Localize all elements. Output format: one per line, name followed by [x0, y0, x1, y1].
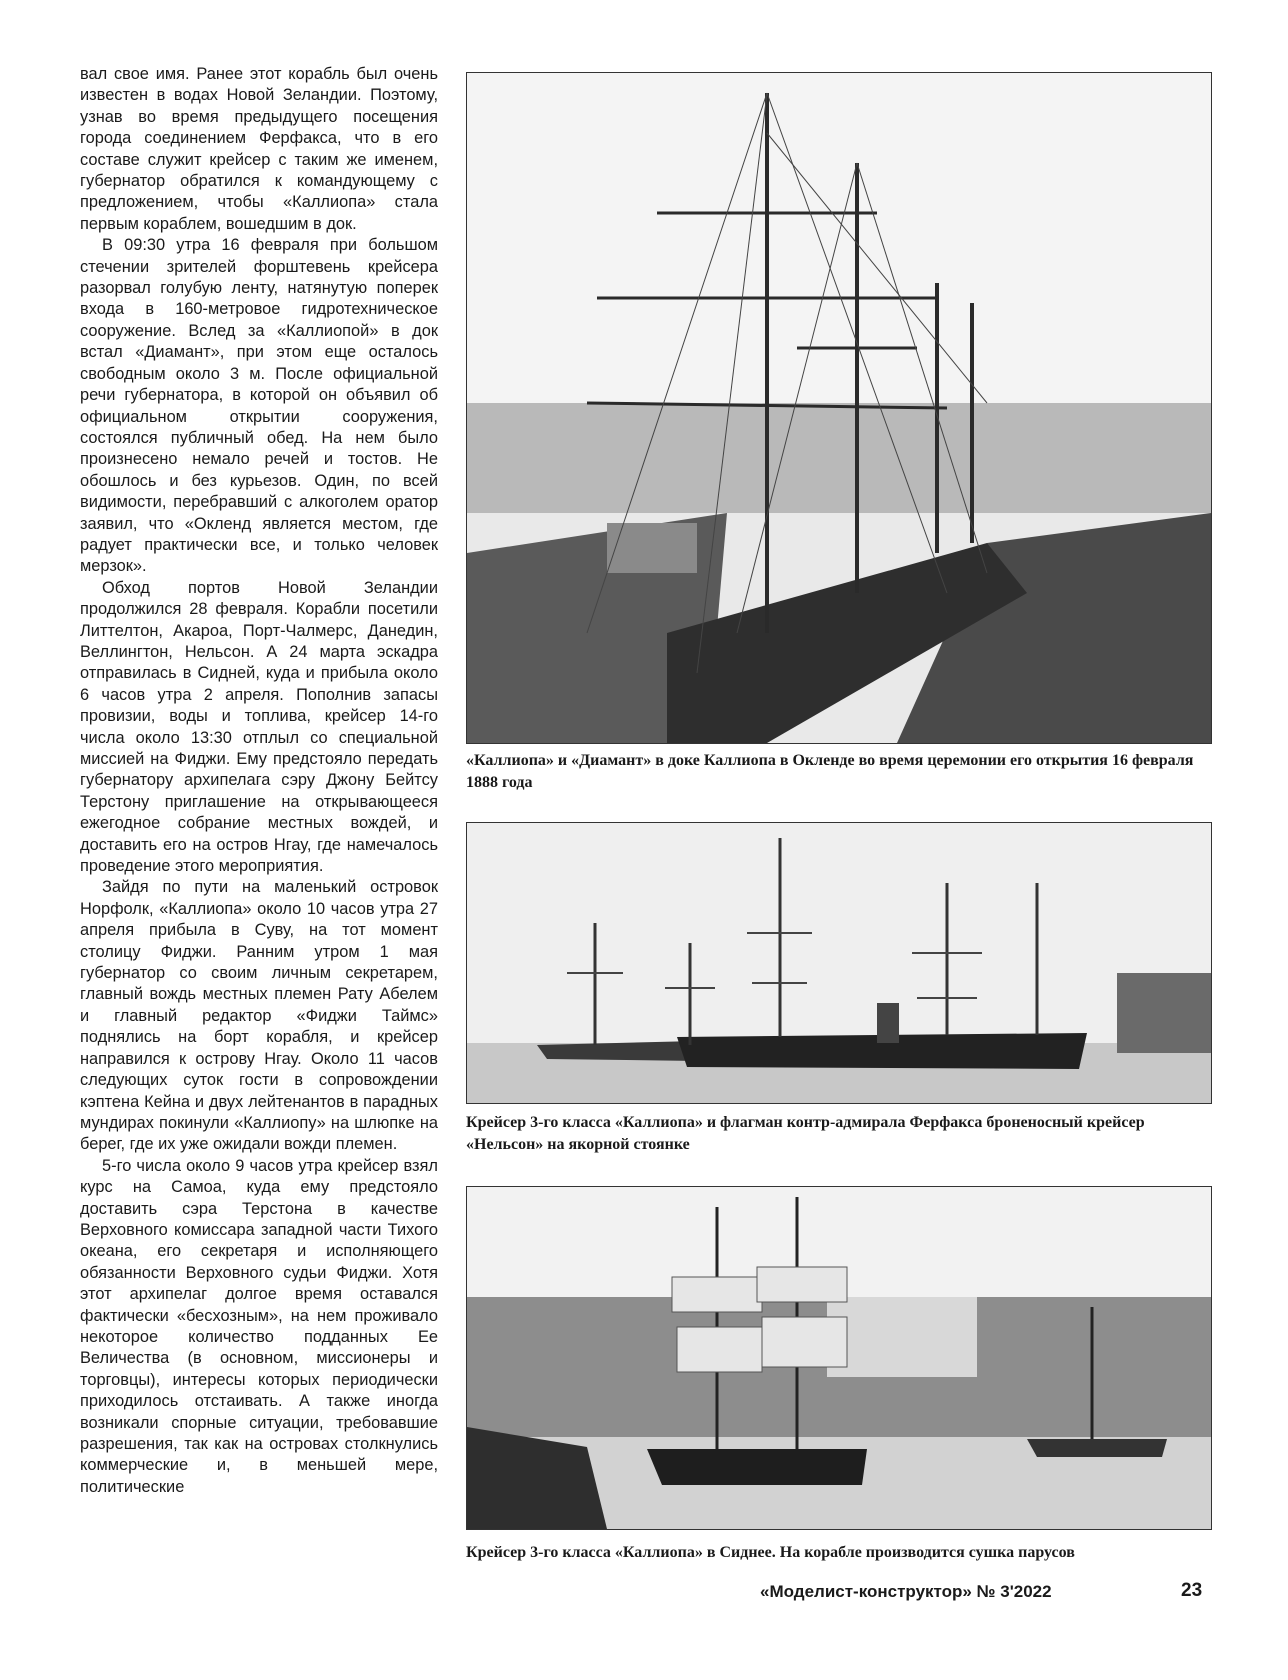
photo-ship-sydney	[466, 1186, 1212, 1530]
article-paragraph: вал свое имя. Ранее этот корабль был очень известен в водах Новой Зеландии. Поэтому, узнав во время предыдущего посещения города соединением Ферфакса, что в его составе служит крейсер с таким же именем, губернатор обратился к командующему с предложением, чтобы «Каллиопа» стала первым кораблем, вошедшим в док.	[80, 65, 438, 233]
page-number: 23	[1181, 1580, 1203, 1601]
article-paragraph: В 09:30 утра 16 февраля при большом стечении зрителей форштевень крейсера разорвал голубую ленту, натянутую поперек входа в 160-метровое гидротехническое сооружение. Вслед за «Каллиопой» в док встал «Диамант», при этом еще осталось свободным около 3 м. После официальной речи губернатора, в которой он объявил об официальном открытии сооружения, состоялся публичный обед. На нем было произнесено немало речей и тостов. Не обошлось и без курьезов. Один, по всей видимости, перебравший с алкоголем оратор заявил, что «Окленд является местом, где радует практически все, и только человек мерзок».	[80, 236, 438, 576]
article-paragraph: Зайдя по пути на маленький островок Норфолк, «Каллиопа» около 10 часов утра 27 апреля прибыла в Суву, на тот момент столицу Фиджи. Ранним утром 1 мая губернатор со своим личным секретарем, главный вождь местных племен Рату Абелем и главный редактор «Фиджи Таймс» поднялись на борт корабля, и крейсер направился к острову Нгау. Около 11 часов следующих суток гости в сопровождении кэптена Кейна и двух лейтенантов в парадных мундирах покинули «Каллиопу» на шлюпке на берег, где их уже ожидали вожди племен.	[80, 878, 438, 1154]
article-paragraph: 5-го числа около 9 часов утра крейсер взял курс на Самоа, куда ему предстояло доставить сэра Терстона в качестве Верховного комиссара западной части Тихого океана, его секретаря и исполняющего обязанности Верховного судьи Фиджи. Хотя этот архипелаг долгое время оставался фактически «бесхозным», на нем проживало некоторое количество подданных Ее Величества (в основном, миссионеры и торговцы), интересы которых периодически приходилось отстаивать. А также иногда возникали спорные ситуации, требовавшие разрешения, так как на островах столкнулись коммерческие и, в меньшей мере, политические	[80, 1156, 438, 1496]
magazine-footer: «Моделист-конструктор» № 3'2022	[760, 1582, 1052, 1601]
photo-caption: «Каллиопа» и «Диамант» в доке Каллиопа в Окленде во время церемонии его открытия 16 февраля 1888 года	[466, 752, 1194, 791]
photo-caption: Крейсер 3-го класса «Каллиопа» в Сиднее. На корабле производится сушка парусов	[466, 1544, 1075, 1561]
photo-ships-anchorage	[466, 822, 1212, 1104]
photo-dock-ceremony	[466, 72, 1212, 744]
article-paragraph: Обход портов Новой Зеландии продолжился 28 февраля. Корабли посетили Литтелтон, Акароа, Порт-Чалмерс, Данедин, Веллингтон, Нельсон. А 24 марта эскадра отправилась в Сидней, куда и прибыла около 6 часов утра 2 апреля. Пополнив запасы провизии, воды и топлива, крейсер 14-го числа около 13:30 отплыл со специальной миссией на Фиджи. Ему предстояло передать губернатору архипелага сэру Джону Бейтсу Терстону приглашение на открывающееся ежегодное собрание местных вождей, и доставить его на остров Нгау, где намечалось проведение этого мероприятия.	[80, 578, 438, 876]
photo-caption: Крейсер 3-го класса «Каллиопа» и флагман контр-адмирала Ферфакса броненосный крейсер «Нельсон» на якорной стоянке	[466, 1114, 1145, 1153]
article-text-column	[80, 64, 438, 1498]
